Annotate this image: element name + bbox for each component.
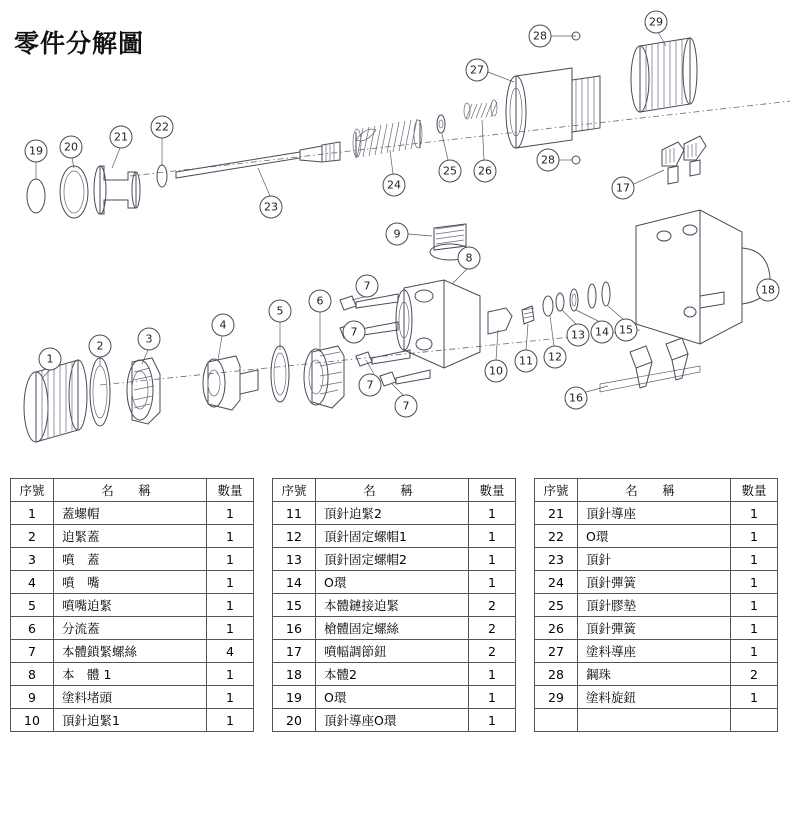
callout-6 bbox=[309, 290, 331, 352]
table-row bbox=[11, 709, 254, 732]
callout-20 bbox=[60, 136, 82, 168]
svg-text:7: 7 bbox=[350, 325, 358, 339]
callout-4 bbox=[212, 314, 234, 360]
cell-name: 本 體 1 bbox=[54, 663, 207, 686]
cell-no: 4 bbox=[11, 571, 54, 594]
cell-qty bbox=[731, 709, 778, 732]
cell-name: 鋼珠 bbox=[578, 663, 731, 686]
callout-7a bbox=[352, 275, 378, 300]
table-row bbox=[273, 548, 516, 571]
cell-no: 19 bbox=[273, 686, 316, 709]
table-row bbox=[273, 617, 516, 640]
cell-qty: 1 bbox=[207, 571, 254, 594]
cell-qty: 1 bbox=[207, 709, 254, 732]
cell-qty: 2 bbox=[469, 594, 516, 617]
cell-no: 2 bbox=[11, 525, 54, 548]
callout-12 bbox=[544, 316, 566, 368]
svg-text:18: 18 bbox=[761, 283, 775, 297]
cell-name: O環 bbox=[316, 686, 469, 709]
cell-no: 7 bbox=[11, 640, 54, 663]
svg-text:13: 13 bbox=[571, 328, 585, 342]
callout-25 bbox=[439, 134, 461, 182]
cell-name: 蓋螺帽 bbox=[54, 502, 207, 525]
callout-23 bbox=[258, 168, 282, 218]
cell-qty: 1 bbox=[207, 663, 254, 686]
cell-qty: 1 bbox=[207, 594, 254, 617]
cell-qty: 1 bbox=[207, 686, 254, 709]
table-row bbox=[535, 594, 778, 617]
header-no: 序號 bbox=[535, 479, 578, 502]
callout-7b bbox=[343, 321, 365, 343]
svg-text:16: 16 bbox=[569, 391, 583, 405]
cell-qty: 1 bbox=[469, 525, 516, 548]
cell-no: 22 bbox=[535, 525, 578, 548]
callout-24 bbox=[383, 150, 405, 196]
svg-text:14: 14 bbox=[595, 325, 609, 339]
cell-qty: 1 bbox=[469, 663, 516, 686]
cell-qty: 2 bbox=[469, 617, 516, 640]
svg-text:17: 17 bbox=[616, 181, 630, 195]
svg-text:28: 28 bbox=[541, 153, 555, 167]
svg-text:27: 27 bbox=[470, 63, 484, 77]
cell-qty: 1 bbox=[469, 686, 516, 709]
svg-text:5: 5 bbox=[276, 304, 284, 318]
cell-name: 本體鏈接迫緊 bbox=[316, 594, 469, 617]
cell-qty: 1 bbox=[731, 617, 778, 640]
table-row bbox=[11, 686, 254, 709]
table-row bbox=[11, 617, 254, 640]
svg-text:22: 22 bbox=[155, 120, 169, 134]
cell-name: 本體2 bbox=[316, 663, 469, 686]
table-row bbox=[273, 709, 516, 732]
cell-qty: 1 bbox=[469, 709, 516, 732]
svg-text:20: 20 bbox=[64, 140, 78, 154]
cell-name: 噴 嘴 bbox=[54, 571, 207, 594]
callout-29 bbox=[645, 11, 667, 46]
cell-no: 15 bbox=[273, 594, 316, 617]
cell-qty: 1 bbox=[207, 525, 254, 548]
cell-qty: 1 bbox=[469, 548, 516, 571]
cell-name: O環 bbox=[316, 571, 469, 594]
cell-no: 29 bbox=[535, 686, 578, 709]
svg-text:11: 11 bbox=[519, 354, 533, 368]
table-row bbox=[273, 686, 516, 709]
table-row bbox=[11, 525, 254, 548]
cell-name: 塗料導座 bbox=[578, 640, 731, 663]
cell-name: 頂針導座 bbox=[578, 502, 731, 525]
parts-tables bbox=[10, 478, 782, 732]
cell-name: 迫緊蓋 bbox=[54, 525, 207, 548]
callout-27 bbox=[466, 59, 514, 82]
table-row bbox=[535, 571, 778, 594]
cell-name: 頂針導座O環 bbox=[316, 709, 469, 732]
cell-qty: 1 bbox=[469, 571, 516, 594]
cell-name: O環 bbox=[578, 525, 731, 548]
table-row bbox=[535, 502, 778, 525]
cell-name: 本體鎖緊螺絲 bbox=[54, 640, 207, 663]
cell-name: 頂針 bbox=[578, 548, 731, 571]
svg-text:2: 2 bbox=[96, 339, 104, 353]
cell-no: 24 bbox=[535, 571, 578, 594]
table-row bbox=[535, 548, 778, 571]
cell-no: 10 bbox=[11, 709, 54, 732]
header-name: 名 稱 bbox=[54, 479, 207, 502]
callout-9 bbox=[386, 223, 432, 245]
cell-name: 頂針彈簧 bbox=[578, 617, 731, 640]
callout-22 bbox=[151, 116, 173, 166]
table-header-row bbox=[535, 479, 778, 502]
table-row bbox=[11, 502, 254, 525]
table-row bbox=[535, 617, 778, 640]
callout-13 bbox=[562, 310, 589, 346]
table-row bbox=[273, 525, 516, 548]
table-header-row bbox=[273, 479, 516, 502]
svg-text:23: 23 bbox=[264, 200, 278, 214]
cell-name: 頂針迫緊1 bbox=[54, 709, 207, 732]
callout-19 bbox=[25, 140, 47, 180]
table-header-row bbox=[11, 479, 254, 502]
cell-name: 噴幅調節鈕 bbox=[316, 640, 469, 663]
cell-no: 18 bbox=[273, 663, 316, 686]
cell-no: 16 bbox=[273, 617, 316, 640]
header-name: 名 稱 bbox=[316, 479, 469, 502]
callout-26 bbox=[474, 120, 496, 182]
svg-text:29: 29 bbox=[649, 15, 663, 29]
cell-no: 20 bbox=[273, 709, 316, 732]
svg-text:25: 25 bbox=[443, 164, 457, 178]
callout-7d bbox=[392, 384, 417, 417]
cell-qty: 1 bbox=[731, 502, 778, 525]
svg-text:7: 7 bbox=[363, 279, 371, 293]
page-title: 零件分解圖 bbox=[14, 29, 145, 58]
cell-qty: 1 bbox=[731, 548, 778, 571]
cell-qty: 1 bbox=[469, 502, 516, 525]
svg-text:9: 9 bbox=[393, 227, 401, 241]
table-row bbox=[535, 640, 778, 663]
cell-no: 13 bbox=[273, 548, 316, 571]
cell-name: 槍體固定螺絲 bbox=[316, 617, 469, 640]
cell-name: 噴 蓋 bbox=[54, 548, 207, 571]
table-row bbox=[273, 502, 516, 525]
svg-text:7: 7 bbox=[402, 399, 410, 413]
svg-text:19: 19 bbox=[29, 144, 43, 158]
cell-no: 25 bbox=[535, 594, 578, 617]
callout-10 bbox=[485, 330, 507, 382]
table-row bbox=[11, 640, 254, 663]
svg-text:28: 28 bbox=[533, 29, 547, 43]
cell-name: 噴嘴迫緊 bbox=[54, 594, 207, 617]
table-row bbox=[535, 686, 778, 709]
callout-17 bbox=[612, 170, 664, 199]
table-row bbox=[11, 663, 254, 686]
cell-name: 分流蓋 bbox=[54, 617, 207, 640]
cell-qty: 4 bbox=[207, 640, 254, 663]
cell-name: 頂針迫緊2 bbox=[316, 502, 469, 525]
cell-name: 塗料旋鈕 bbox=[578, 686, 731, 709]
cell-no: 21 bbox=[535, 502, 578, 525]
cell-no: 1 bbox=[11, 502, 54, 525]
cell-no: 14 bbox=[273, 571, 316, 594]
cell-name: 頂針固定螺帽1 bbox=[316, 525, 469, 548]
cell-no: 6 bbox=[11, 617, 54, 640]
cell-qty: 1 bbox=[207, 617, 254, 640]
cell-no: 12 bbox=[273, 525, 316, 548]
svg-text:12: 12 bbox=[548, 350, 562, 364]
svg-text:24: 24 bbox=[387, 178, 401, 192]
cell-qty: 2 bbox=[731, 663, 778, 686]
cell-no: 3 bbox=[11, 548, 54, 571]
table-row bbox=[273, 594, 516, 617]
svg-text:4: 4 bbox=[219, 318, 227, 332]
table-row bbox=[11, 571, 254, 594]
svg-text:6: 6 bbox=[316, 294, 324, 308]
header-qty: 數量 bbox=[731, 479, 778, 502]
table-row bbox=[11, 548, 254, 571]
table-row bbox=[11, 594, 254, 617]
callout-11 bbox=[515, 324, 537, 372]
svg-text:1: 1 bbox=[46, 352, 54, 366]
cell-qty: 2 bbox=[469, 640, 516, 663]
cell-qty: 1 bbox=[731, 594, 778, 617]
table-row bbox=[535, 663, 778, 686]
table-row bbox=[273, 571, 516, 594]
callout-21 bbox=[110, 126, 132, 168]
svg-text:8: 8 bbox=[465, 251, 473, 265]
cell-no: 11 bbox=[273, 502, 316, 525]
header-qty: 數量 bbox=[469, 479, 516, 502]
parts-table-3 bbox=[534, 478, 778, 732]
cell-no: 26 bbox=[535, 617, 578, 640]
cell-qty: 1 bbox=[731, 525, 778, 548]
table-row bbox=[535, 525, 778, 548]
svg-text:7: 7 bbox=[366, 378, 374, 392]
cell-no: 5 bbox=[11, 594, 54, 617]
callout-28a bbox=[529, 25, 576, 47]
cell-qty: 1 bbox=[207, 502, 254, 525]
callout-8 bbox=[452, 247, 480, 284]
svg-text:10: 10 bbox=[489, 364, 503, 378]
cell-no: 8 bbox=[11, 663, 54, 686]
table-row bbox=[273, 640, 516, 663]
cell-no: 28 bbox=[535, 663, 578, 686]
cell-qty: 1 bbox=[731, 686, 778, 709]
callout-2 bbox=[89, 335, 111, 366]
parts-table-2 bbox=[272, 478, 516, 732]
cell-qty: 1 bbox=[731, 640, 778, 663]
table-row bbox=[535, 709, 778, 732]
cell-no: 23 bbox=[535, 548, 578, 571]
cell-name: 頂針彈簧 bbox=[578, 571, 731, 594]
cell-no: 17 bbox=[273, 640, 316, 663]
cell-qty: 1 bbox=[207, 548, 254, 571]
svg-text:15: 15 bbox=[619, 323, 633, 337]
header-qty: 數量 bbox=[207, 479, 254, 502]
svg-text:3: 3 bbox=[145, 332, 153, 346]
callout-group bbox=[25, 11, 779, 417]
header-no: 序號 bbox=[273, 479, 316, 502]
svg-text:21: 21 bbox=[114, 130, 128, 144]
svg-text:26: 26 bbox=[478, 164, 492, 178]
callout-16 bbox=[565, 386, 608, 409]
cell-name: 頂針膠墊 bbox=[578, 594, 731, 617]
header-no: 序號 bbox=[11, 479, 54, 502]
cell-qty: 1 bbox=[731, 571, 778, 594]
cell-no: 27 bbox=[535, 640, 578, 663]
cell-name: 頂針固定螺帽2 bbox=[316, 548, 469, 571]
parts-table-1 bbox=[10, 478, 254, 732]
table-row bbox=[273, 663, 516, 686]
cell-name: 塗料堵頭 bbox=[54, 686, 207, 709]
cell-no bbox=[535, 709, 578, 732]
callout-28b bbox=[537, 149, 572, 171]
callout-5 bbox=[269, 300, 291, 350]
header-name: 名 稱 bbox=[578, 479, 731, 502]
cell-name bbox=[578, 709, 731, 732]
cell-no: 9 bbox=[11, 686, 54, 709]
